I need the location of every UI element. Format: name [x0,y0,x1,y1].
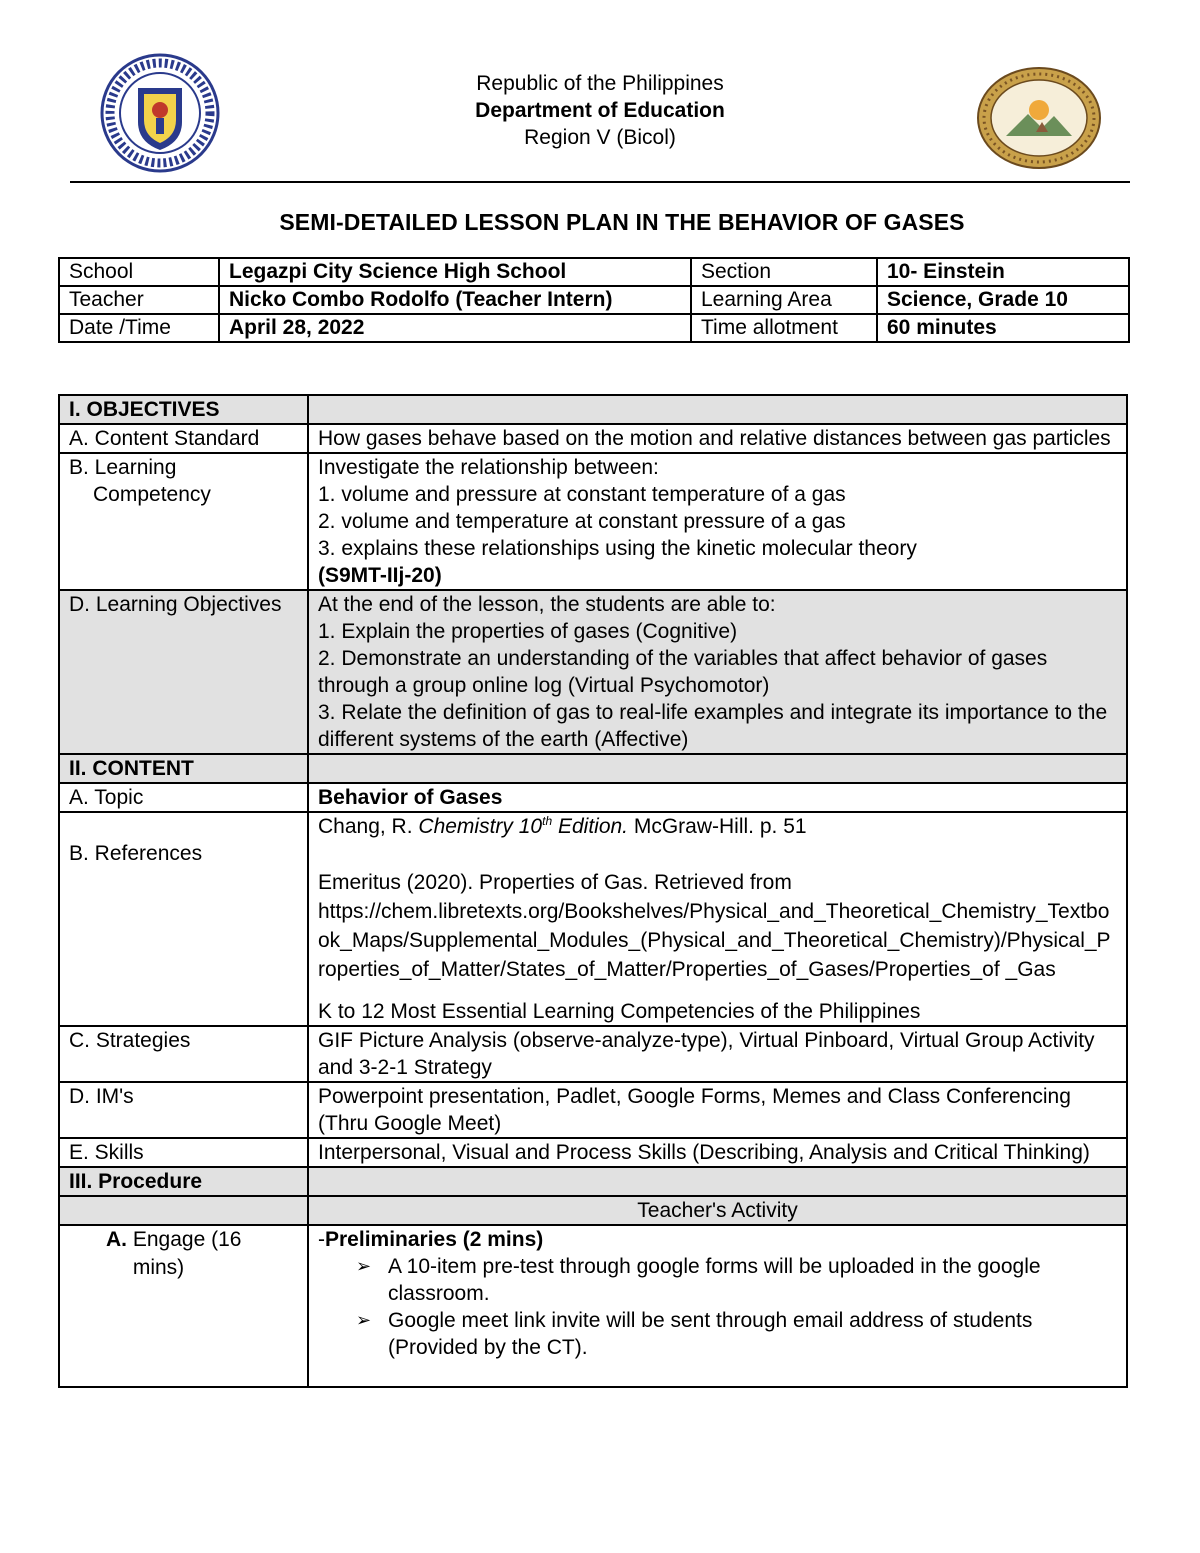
reference-chang [318,813,1117,840]
procedure-heading-row [59,1167,1127,1196]
preliminaries-title [318,1226,1117,1253]
content-heading-row [59,754,1127,783]
engage-label [106,1226,298,1282]
school-seal-logo [976,66,1102,170]
content-standard-text: How gases behave based on the motion and relative distances between gas particles [308,424,1127,453]
competency-label-line2: Competency [93,483,211,506]
reference-emeritus [318,868,1117,984]
learning-objective-item: 2. Demonstrate an understanding of the variables that affect behavior of gases through a group online log (Virtual Psychomotor) [318,647,1048,697]
skills-text: Interpersonal, Visual and Process Skills (Describing, Analysis and Critical Thinking) [308,1138,1127,1167]
school-label: School [59,258,219,286]
engage-label-cell [59,1225,308,1387]
republic-line: Republic of the Philippines [476,72,724,95]
objectives-heading: I. OBJECTIVES [59,395,308,424]
content-standard-row [59,424,1127,453]
competency-intro: Investigate the relationship between: [318,456,659,479]
learning-area-label: Learning Area [691,286,877,314]
learning-area-value: Science, Grade 10 [877,286,1129,314]
strategies-row [59,1026,1127,1082]
time-allotment-value: 60 minutes [877,314,1129,342]
ref1-author: Chang, R. [318,815,413,838]
info-row [59,258,1129,286]
ref1-edition: Edition. [557,815,629,838]
teacher-activity-row [59,1196,1127,1225]
strategies-label: C. Strategies [59,1026,308,1082]
engage-letter: A. [106,1228,127,1251]
teacher-value: Nicko Combo Rodolfo (Teacher Intern) [219,286,691,314]
date-label: Date /Time [59,314,219,342]
teacher-activity-heading: Teacher's Activity [308,1196,1127,1225]
lesson-info-table [58,257,1130,343]
competency-item: 2. volume and temperature at constant pressure of a gas [318,510,846,533]
info-row [59,314,1129,342]
competency-text [308,453,1127,590]
competency-row [59,453,1127,590]
engage-text: Engage (16 mins) [132,1228,242,1279]
document-title: SEMI-DETAILED LESSON PLAN IN THE BEHAVIOR OF GASES [279,209,965,235]
topic-text: Behavior of Gases [308,783,1127,812]
empty-cell [308,1167,1127,1196]
references-row [59,812,1127,1026]
header-rule [70,181,1130,183]
learning-objective-item: 1. Explain the properties of gases (Cognitive) [318,620,738,643]
empty-cell [308,395,1127,424]
engage-row [59,1225,1127,1387]
learning-objectives-text [308,590,1127,754]
learning-objective-item: 3. Relate the definition of gas to real-life examples and integrate its importance to the different systems of the earth (Affective) [318,701,1108,751]
list-item: ➢ Google meet link invite will be sent through email address of students (Provided by the CT). [356,1307,1117,1361]
competency-label [59,453,308,590]
content-standard-label: A. Content Standard [59,424,308,453]
content-heading: II. CONTENT [59,754,308,783]
references-label-cell [59,812,308,1026]
teacher-label: Teacher [59,286,219,314]
learning-objectives-intro: At the end of the lesson, the students are able to: [318,593,776,616]
competency-item: 1. volume and pressure at constant temperature of a gas [318,483,846,506]
section-value: 10- Einstein [877,258,1129,286]
empty-cell [308,754,1127,783]
ims-text: Powerpoint presentation, Padlet, Google Forms, Memes and Class Conferencing (Thru Google Meet) [308,1082,1127,1138]
engage-content [308,1225,1127,1387]
learning-objectives-row [59,590,1127,754]
lesson-plan-table [58,394,1128,1388]
competency-code: (S9MT-IIj-20) [318,564,442,587]
references-label: B. References [69,842,203,865]
references-text [308,812,1127,1026]
topic-label: A. Topic [59,783,308,812]
section-label: Section [691,258,877,286]
department-line: Department of Education [475,99,725,122]
prelim-dash: - [318,1228,325,1251]
time-allotment-label: Time allotment [691,314,877,342]
competency-label-line1: B. Learning [69,456,177,479]
preliminaries-list [318,1253,1117,1361]
prelim-title: Preliminaries (2 mins) [325,1228,544,1251]
school-value: Legazpi City Science High School [219,258,691,286]
ref2-line: Emeritus (2020). Properties of Gas. Retrieved from [318,871,792,894]
ims-label: D. IM's [59,1082,308,1138]
ims-row [59,1082,1127,1138]
strategies-text: GIF Picture Analysis (observe-analyze-type), Virtual Pinboard, Virtual Group Activity and 3-2-1 Strategy [308,1026,1127,1082]
ref1-title: Chemistry 10 [418,815,543,838]
reference-k12: K to 12 Most Essential Learning Competencies of the Philippines [318,1000,921,1023]
learning-objectives-label: D. Learning Objectives [59,590,308,754]
competency-item: 3. explains these relationships using the kinetic molecular theory [318,537,917,560]
ref1-rest: McGraw-Hill. p. 51 [633,815,807,838]
ref2-url: https://chem.libretexts.org/Bookshelves/Physical_and_Theoretical_Chemistry_Textbook_Maps/Supplemental_Modules_(Physical_and_Theoretical_Chemistry)/Physical_Properties_of_Matter/States_of_Matter/Properties_of_Gases/Properties_of _Gas [318,900,1111,981]
list-item: ➢ A 10-item pre-test through google forms will be uploaded in the google classroom. [356,1253,1117,1307]
ref1-sup: th [542,814,553,828]
empty-cell [59,1196,308,1225]
topic-row [59,783,1127,812]
procedure-heading: III. Procedure [59,1167,308,1196]
date-value: April 28, 2022 [219,314,691,342]
region-line: Region V (Bicol) [524,126,676,149]
info-row [59,286,1129,314]
skills-row [59,1138,1127,1167]
skills-label: E. Skills [59,1138,308,1167]
objectives-heading-row [59,395,1127,424]
